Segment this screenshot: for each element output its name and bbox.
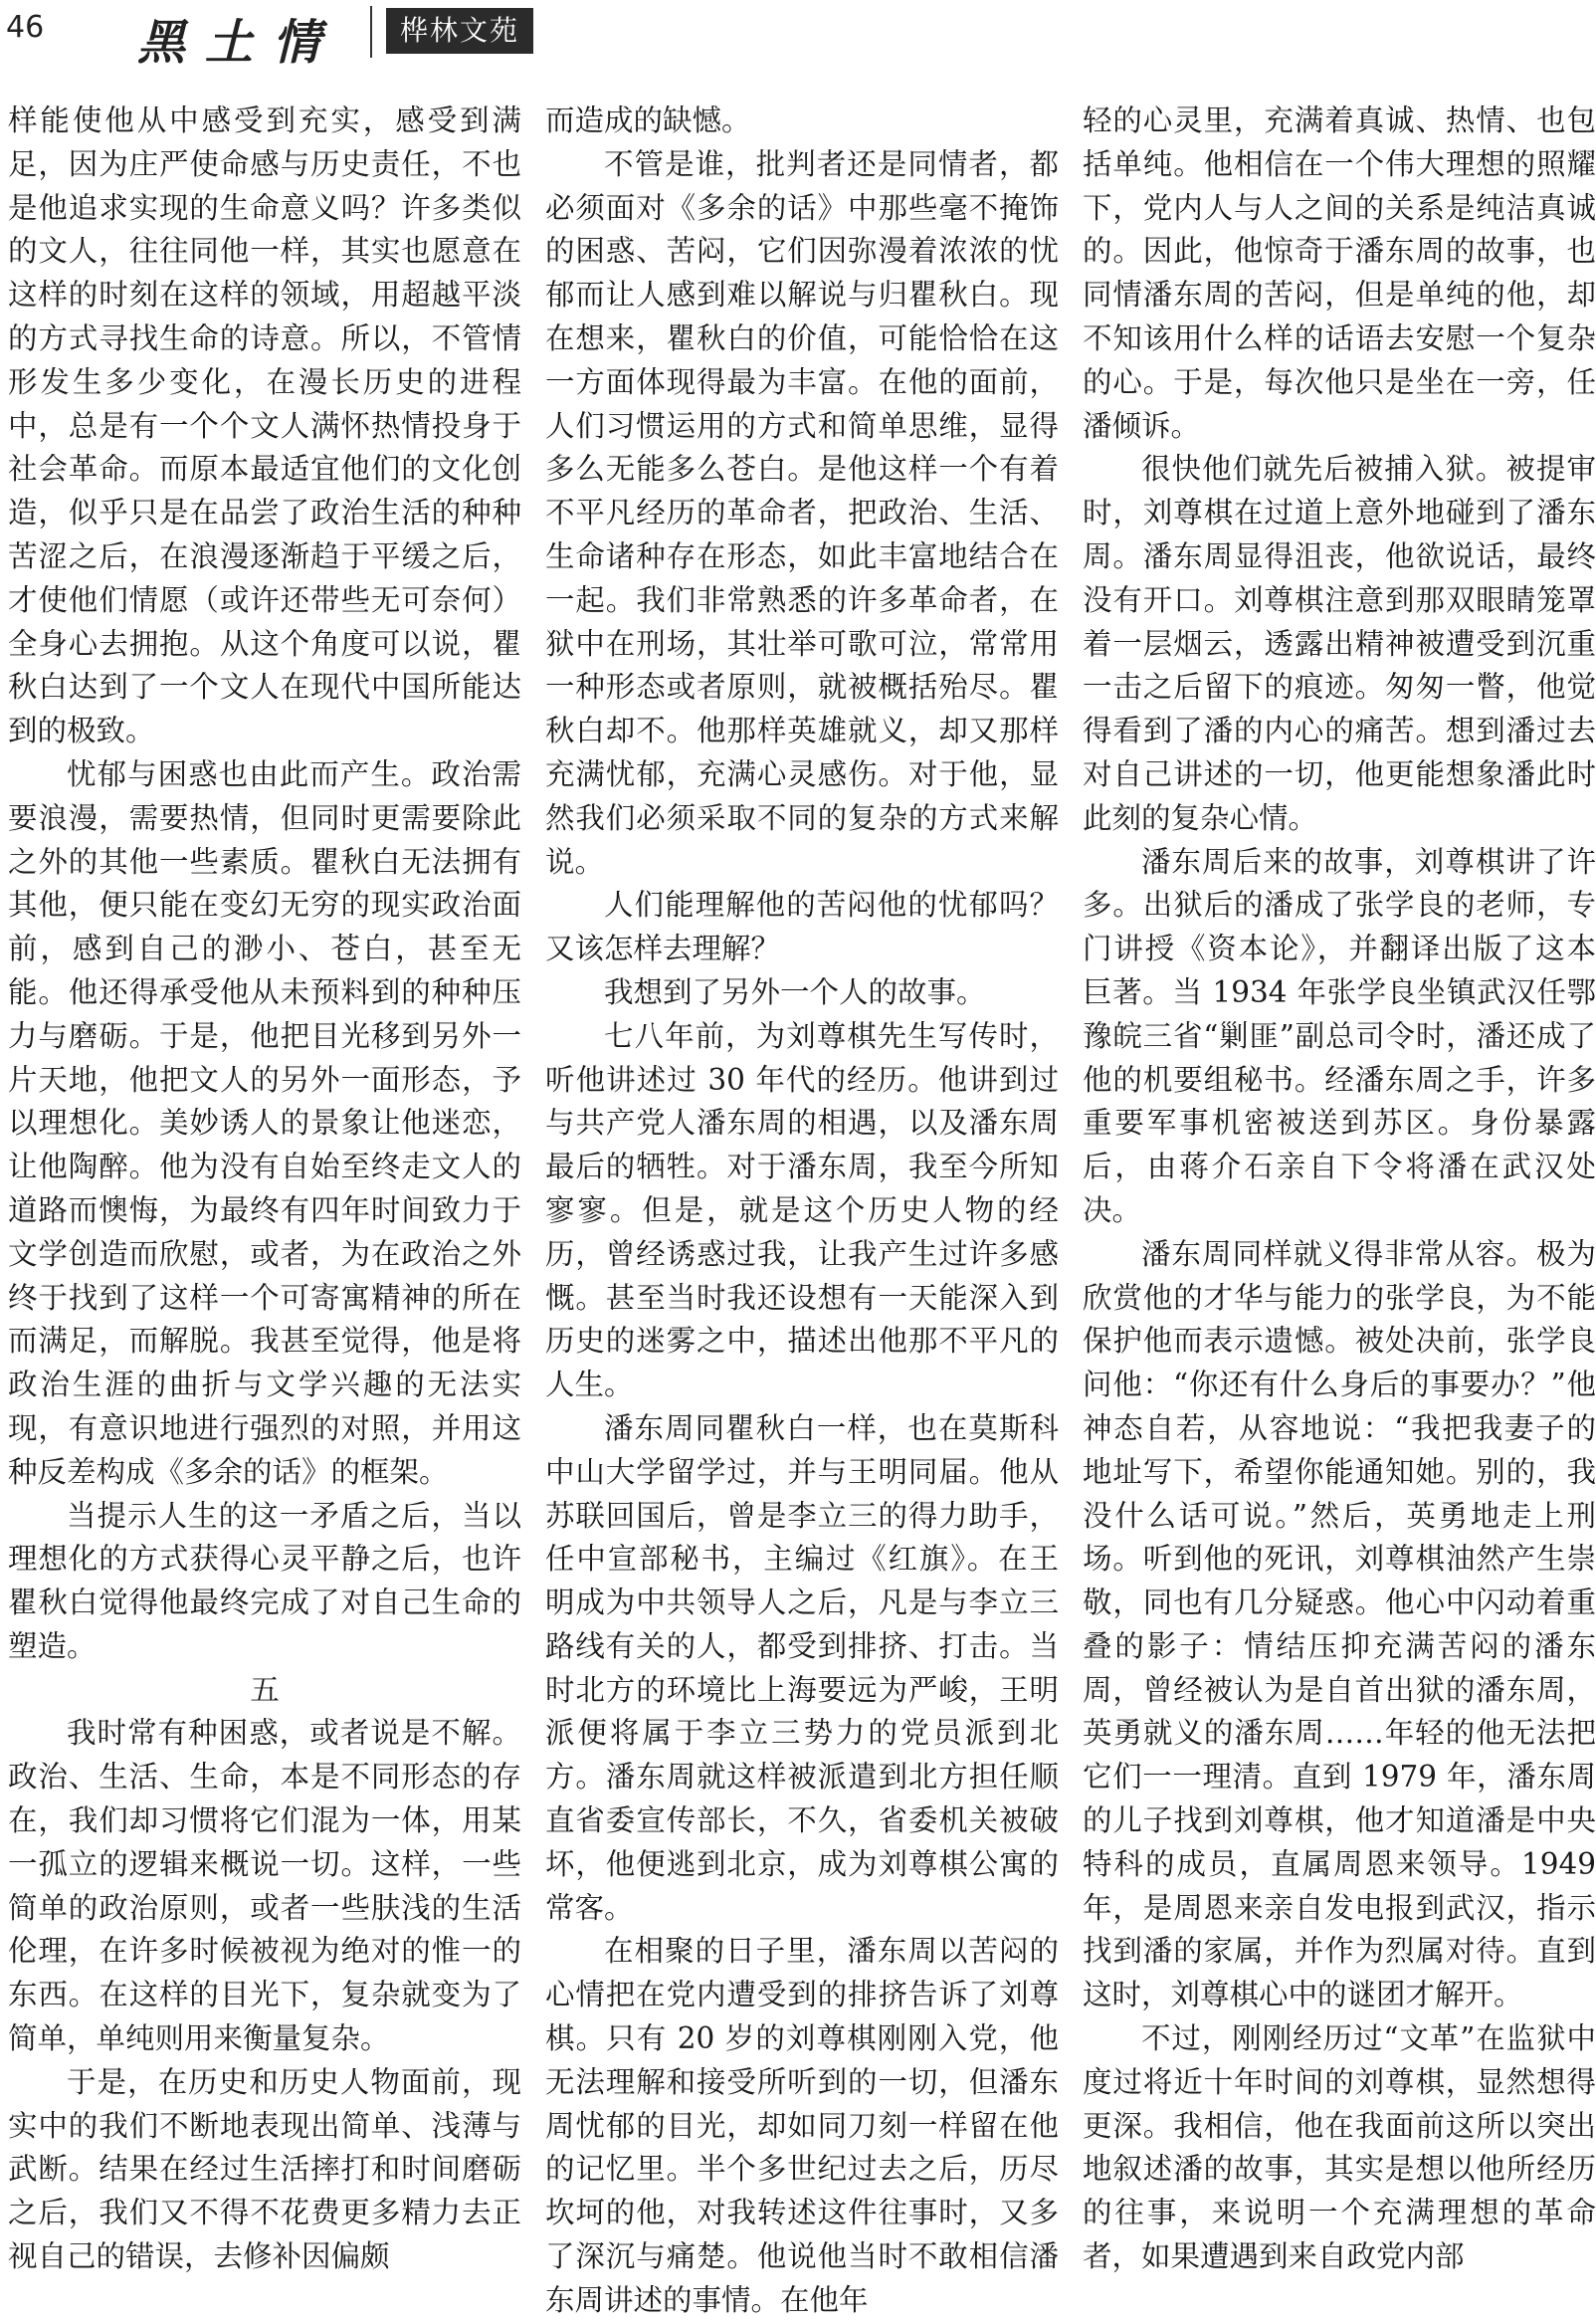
paragraph: 样能使他从中感受到充实，感受到满足，因为庄严使命感与历史责任，不也是他追求实现的生命意义吗？许多类似的文人，往往同他一样，其实也愿意在这样的时刻在这样的领域，用超越平淡的方式寻找生命的诗意。所以，不管情形发生多少变化，在漫长历史的进程中，总是有一个个文人满怀热情投身于社会革命。而原本最适宜他们的文化创造，似乎只是在品尝了政治生活的种种苦涩之后，在浪漫逐渐趋于平缓之后，才使他们情愿（或许还带些无可奈何）全身心去拥抱。从这个角度可以说，瞿秋白达到了一个文人在现代中国所能达到的极致。 bbox=[8, 104, 521, 748]
paragraph: 潘东周后来的故事，刘尊棋讲了许多。出狱后的潘成了张学良的老师，专门讲授《资本论》，并翻译出版了这本巨著。当 1934 年张学良坐镇武汉任鄂豫皖三省“剿匪”副总司令时，潘还成了他的机要组秘书。经潘东周之手，许多重要军事机密被送到苏区。身份暴露后，由蒋介石亲自下令将潘在武汉处决。 bbox=[1083, 844, 1596, 1227]
paragraph: 于是，在历史和历史人物面前，现实中的我们不断地表现出简单、浅薄与武断。结果在经过生活摔打和时间磨砺之后，我们又不得不花费更多精力去正视自己的错误，去修补因偏颇 bbox=[8, 2064, 521, 2274]
text-column-2 bbox=[545, 100, 1059, 2317]
page-number: 46 bbox=[6, 10, 45, 45]
page-header bbox=[0, 0, 1592, 71]
section-heading: 五 bbox=[250, 1672, 280, 1707]
paragraph: 我时常有种困惑，或者说是不解。政治、生活、生命，本是不同形态的存在，我们却习惯将它们混为一体，用某一孤立的逻辑来概说一切。这样，一些简单的政治原则，或者一些肤浅的生活伦理，在许多时候被视为绝对的惟一的东西。在这样的目光下，复杂就变为了简单，单纯则用来衡量复杂。 bbox=[8, 1716, 521, 2056]
paragraph: 当提示人生的这一矛盾之后，当以理想化的方式获得心灵平静之后，也许瞿秋白觉得他最终完成了对自己生命的塑造。 bbox=[8, 1498, 521, 1663]
paragraph: 我想到了另外一个人的故事。 bbox=[604, 974, 986, 1009]
paragraph: 而造成的缺憾。 bbox=[545, 104, 751, 137]
paragraph: 潘东周同样就义得非常从容。极为欣赏他的才华与能力的张学良，为不能保护他而表示遗憾。被处决前，张学良问他：“你还有什么身后的事要办？”他神态自若，从容地说：“我把我妻子的地址写下，希望你能通知她。别的，我没什么话可说。”然后，英勇地走上刑场。听到他的死讯，刘尊棋油然产生崇敬，同也有几分疑惑。他心中闪动着重叠的影子：情结压抑充满苦闷的潘东周，曾经被认为是自首出狱的潘东周，英勇就义的潘东周……年轻的他无法把它们一一理清。直到 1979 年，潘东周的儿子找到刘尊棋，他才知道潘是中央特科的成员，直属周恩来领导。1949 年，是周恩来亲自发电报到武汉，指示找到潘的家属，并作为烈属对待。直到这时，刘尊棋心中的谜团才解开。 bbox=[1083, 1236, 1596, 2012]
magazine-title: 黑土情 bbox=[137, 15, 341, 71]
text-column-3 bbox=[1083, 100, 1596, 2285]
paragraph: 七八年前，为刘尊棋先生写传时，听他讲述过 30 年代的经历。他讲到过与共产党人潘东周的相遇，以及潘东周最后的牺牲。对于潘东周，我至今所知寥寥。但是，就是这个历史人物的经历，曾经诱惑过我，让我产生过许多感慨。甚至当时我还设想有一天能深入到历史的迷雾之中，描述出他那不平凡的人生。 bbox=[545, 1018, 1059, 1402]
header-divider bbox=[370, 6, 372, 58]
section-tag: 桦林文苑 bbox=[386, 8, 533, 54]
text-column-1 bbox=[8, 100, 521, 2285]
paragraph: 很快他们就先后被捕入狱。被提审时，刘尊棋在过道上意外地碰到了潘东周。潘东周显得沮丧，他欲说话，最终没有开口。刘尊棋注意到那双眼睛笼罩着一层烟云，透露出精神被遭受到沉重一击之后留下的痕迹。匆匆一瞥，他觉得看到了潘的内心的痛苦。想到潘过去对自己讲述的一切，他更能想象潘此时此刻的复杂心情。 bbox=[1083, 452, 1596, 835]
paragraph: 不过，刚刚经历过“文革”在监狱中度过将近十年时间的刘尊棋，显然想得更深。我相信，他在我面前这所以突出地叙述潘的故事，其实是想以他所经历的往事，来说明一个充满理想的革命者，如果遭遇到来自政党内部 bbox=[1083, 2021, 1596, 2274]
paragraph: 人们能理解他的苦闷他的忧郁吗？又该怎样去理解？ bbox=[545, 888, 1059, 966]
paragraph: 潘东周同瞿秋白一样，也在莫斯科中山大学留学过，并与王明同届。他从苏联回国后，曾是李立三的得力助手，任中宣部秘书，主编过《红旗》。在王明成为中共领导人之后，凡是与李立三路线有关的人，都受到排挤、打击。当时北方的环境比上海要远为严峻，王明派便将属于李立三势力的党员派到北方。潘东周就这样被派遣到北方担任顺直省委宣传部长，不久，省委机关被破坏，他便逃到北京，成为刘尊棋公寓的常客。 bbox=[545, 1410, 1059, 1925]
paragraph: 不管是谁，批判者还是同情者，都必须面对《多余的话》中那些毫不掩饰的困惑、苦闷，它们因弥漫着浓浓的忧郁而让人感到难以解说与归瞿秋白。现在想来，瞿秋白的价值，可能恰恰在这一方面体现得最为丰富。在他的面前，人们习惯运用的方式和简单思维，显得多么无能多么苍白。是他这样一个有着不平凡经历的革命者，把政治、生活、生命诸种存在形态，如此丰富地结合在一起。我们非常熟悉的许多革命者，在狱中在刑场，其壮举可歌可泣，常常用一种形态或者原则，就被概括殆尽。瞿秋白却不。他那样英雄就义，却又那样充满忧郁，充满心灵感伤。对于他，显然我们必须采取不同的复杂的方式来解说。 bbox=[545, 146, 1059, 879]
paragraph: 在相聚的日子里，潘东周以苦闷的心情把在党内遭受到的排挤告诉了刘尊棋。只有 20 岁的刘尊棋刚刚入党，他无法理解和接受所听到的一切，但潘东周忧郁的目光，却如同刀刻一样留在他的记忆里。半个多世纪过去之后，历尽坎坷的他，对我转述这件往事时，又多了深沉与痛楚。他说他当时不敢相信潘东周讲述的事情。在他年 bbox=[545, 1934, 1059, 2317]
paragraph: 轻的心灵里，充满着真诚、热情、也包括单纯。他相信在一个伟大理想的照耀下，党内人与人之间的关系是纯洁真诚的。因此，他惊奇于潘东周的故事，也同情潘东周的苦闷，但是单纯的他，却不知该用什么样的话语去安慰一个复杂的心。于是，每次他只是坐在一旁，任潘倾诉。 bbox=[1083, 104, 1596, 443]
paragraph: 忧郁与困惑也由此而产生。政治需要浪漫，需要热情，但同时更需要除此之外的其他一些素质。瞿秋白无法拥有其他，便只能在变幻无穷的现实政治面前，感到自己的渺小、苍白，甚至无能。他还得承受他从未预料到的种种压力与磨砺。于是，他把目光移到另外一片天地，他把文人的另外一面形态，予以理想化。美妙诱人的景象让他迷恋，让他陶醉。他为没有自始至终走文人的道路而懊悔，为最终有四年时间致力于文学创造而欣慰，或者，为在政治之外终于找到了这样一个可寄寓精神的所在而满足，而解脱。我甚至觉得，他是将政治生涯的曲折与文学兴趣的无法实现，有意识地进行强烈的对照，并用这种反差构成《多余的话》的框架。 bbox=[8, 756, 521, 1489]
